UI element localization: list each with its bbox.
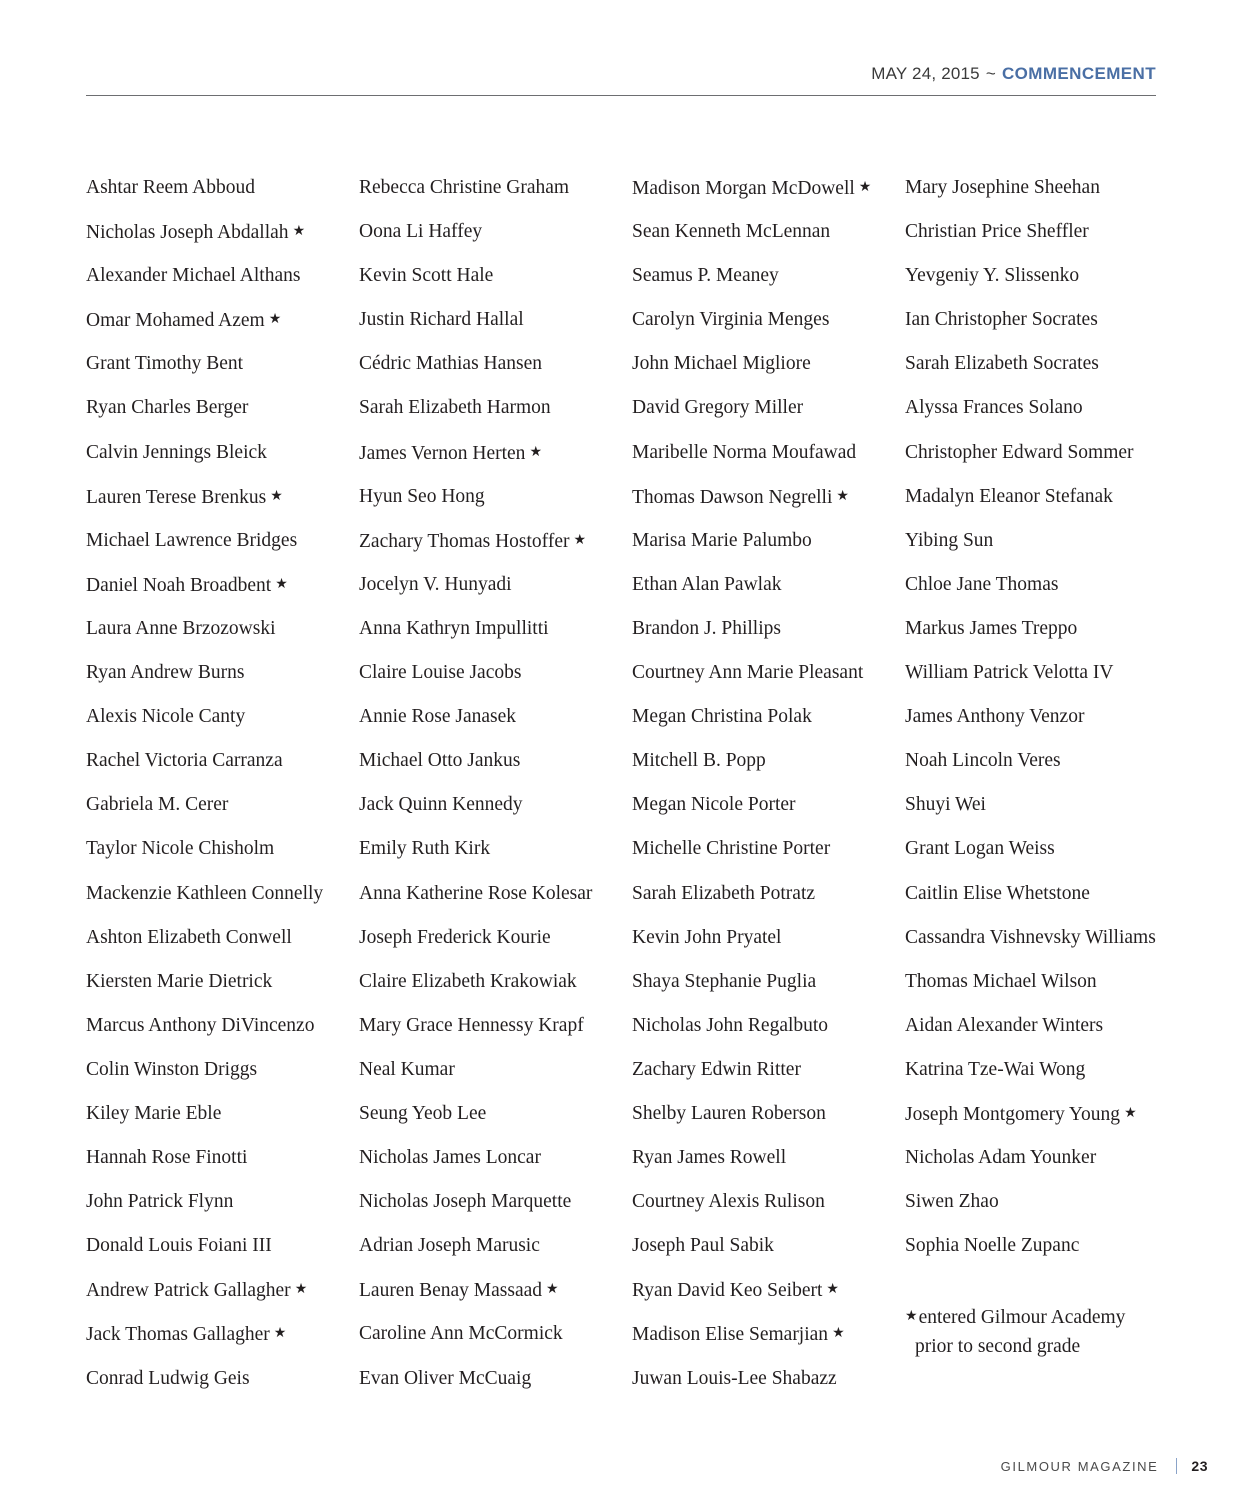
graduate-name-text: Sarah Elizabeth Potratz [632,882,816,904]
graduate-name [359,880,632,924]
graduate-name [359,483,632,527]
graduate-name-text: Lauren Benay Massaad [359,1280,543,1302]
graduate-name-text: Mary Grace Hennessy Krapf [359,1014,584,1036]
graduate-name [86,880,359,924]
graduate-name-text: James Anthony Venzor [905,706,1085,728]
graduate-name-text: John Patrick Flynn [86,1191,234,1213]
graduate-name-text: Laura Anne Brzozowski [86,617,276,639]
graduate-name-text: Megan Nicole Porter [632,794,796,816]
graduate-name [359,791,632,835]
graduate-name-text: Claire Louise Jacobs [359,662,522,684]
graduate-name [632,1365,905,1409]
graduate-name-text: Sarah Elizabeth Harmon [359,397,551,419]
graduate-name [86,968,359,1012]
graduate-name [86,1056,359,1100]
graduate-name [359,1056,632,1100]
graduate-name [86,571,359,615]
graduate-name-text: Hannah Rose Finotti [86,1147,248,1169]
graduate-name [86,1100,359,1144]
graduate-name-text: David Gregory Miller [632,397,804,419]
graduate-name [86,791,359,835]
graduate-name-text: Madalyn Eleanor Stefanak [905,485,1113,507]
graduate-name [632,1188,905,1232]
graduate-name [632,835,905,879]
graduate-name-text: Michael Otto Jankus [359,750,521,772]
graduate-name [359,527,632,571]
graduate-name-text: Michelle Christine Porter [632,838,831,860]
graduate-name [86,1232,359,1276]
graduate-name [86,703,359,747]
graduate-name [905,218,1178,262]
graduate-name-text: Juwan Louis-Lee Shabazz [632,1367,837,1389]
graduate-name [632,1276,905,1320]
graduate-name [905,1056,1178,1100]
graduate-name-text: Noah Lincoln Veres [905,750,1061,772]
graduate-name-text: Ryan Charles Berger [86,397,249,419]
graduate-name-text: John Michael Migliore [632,353,811,375]
header-separator: ~ [985,64,996,83]
graduate-name-text: Maribelle Norma Moufawad [632,441,857,463]
graduate-name [86,835,359,879]
star-icon: ★ [292,224,306,240]
graduate-name-text: Kevin Scott Hale [359,265,494,287]
graduate-name-text: Anna Katherine Rose Kolesar [359,882,593,904]
name-column [905,174,1178,1409]
graduate-name-text: Brandon J. Phillips [632,617,781,639]
graduate-name-text: Rebecca Christine Graham [359,177,570,198]
graduate-name-columns [86,174,1178,1409]
graduate-name [359,1100,632,1144]
graduate-name [86,924,359,968]
graduate-name [359,615,632,659]
star-icon: ★ [273,1326,287,1342]
graduate-name [86,439,359,483]
graduate-name-text: Hyun Seo Hong [359,485,485,507]
star-icon: ★ [836,488,849,504]
graduate-name [905,1144,1178,1188]
graduate-name [359,306,632,350]
graduate-name [359,1232,632,1276]
star-icon: ★ [573,532,587,548]
graduate-name-text: Rachel Victoria Carranza [86,750,283,772]
star-icon: ★ [294,1282,308,1298]
graduate-name-text: Jack Quinn Kennedy [359,794,523,816]
graduate-name [359,439,632,483]
graduate-name-text: Grant Logan Weiss [905,838,1055,860]
graduate-name-text: Nicholas John Regalbuto [632,1014,829,1036]
graduate-name-text: Carolyn Virginia Menges [632,309,830,331]
graduate-name-text: Chloe Jane Thomas [905,573,1059,595]
graduate-name-text: Jack Thomas Gallagher [86,1324,270,1346]
graduate-name-text: Lauren Terese Brenkus [86,486,267,508]
graduate-name-text: Markus James Treppo [905,617,1078,639]
graduate-name [86,350,359,394]
graduate-name-text: Marcus Anthony DiVincenzo [86,1014,315,1036]
graduate-name [86,218,359,262]
graduate-name-text: Sophia Noelle Zupanc [905,1235,1080,1257]
graduate-name-text: Taylor Nicole Chisholm [86,838,275,860]
star-icon: ★ [826,1282,839,1298]
graduate-name [632,1100,905,1144]
graduate-name [86,306,359,350]
graduate-name [905,394,1178,438]
graduate-name [359,350,632,394]
graduate-name-text: Annie Rose Janasek [359,706,517,728]
graduate-name-text: Shaya Stephanie Puglia [632,970,817,992]
graduate-name-text: Alyssa Frances Solano [905,397,1083,419]
graduate-name [905,791,1178,835]
graduate-name [632,218,905,262]
graduate-name-text: Megan Christina Polak [632,706,812,728]
graduate-name [86,615,359,659]
graduate-name [632,483,905,527]
graduate-name [359,659,632,703]
star-icon: ★ [1124,1105,1137,1121]
graduate-name-text: Oona Li Haffey [359,221,483,243]
graduate-name-text: Seamus P. Meaney [632,265,779,287]
graduate-name [632,615,905,659]
graduate-name [905,262,1178,306]
graduate-name [359,1188,632,1232]
graduate-name-text: Madison Morgan McDowell [632,178,855,199]
graduate-name [905,703,1178,747]
page-footer [1001,1458,1208,1474]
graduate-name [632,174,905,218]
graduate-name [632,968,905,1012]
graduate-name-text: Sean Kenneth McLennan [632,221,831,243]
footnote-line2: prior to second grade [915,1336,1081,1358]
header-date: MAY 24, 2015 [871,64,980,83]
footnote [905,1302,1178,1361]
graduate-name-text: Siwen Zhao [905,1191,999,1213]
name-column [86,174,359,1409]
name-column [359,174,632,1409]
graduate-name [359,703,632,747]
star-icon: ★ [832,1326,845,1342]
star-icon: ★ [275,576,288,592]
graduate-name-text: Calvin Jennings Bleick [86,441,267,463]
graduate-name [905,1100,1178,1144]
graduate-name-text: Thomas Dawson Negrelli [632,486,833,508]
graduate-name [632,527,905,571]
graduate-name-text: Yibing Sun [905,529,994,551]
graduate-name [905,924,1178,968]
star-icon: ★ [529,444,542,460]
graduate-name-text: Omar Mohamed Azem [86,310,265,332]
graduate-name-text: Ryan David Keo Seibert [632,1280,823,1302]
graduate-name [86,527,359,571]
graduate-name [86,174,359,218]
graduate-name [905,880,1178,924]
graduate-name-text: Katrina Tze-Wai Wong [905,1058,1086,1080]
graduate-name-text: Justin Richard Hallal [359,309,524,331]
star-icon: ★ [905,1309,918,1325]
graduate-name-text: Caitlin Elise Whetstone [905,882,1090,904]
graduate-name [905,615,1178,659]
graduate-name [632,394,905,438]
graduate-name [632,1012,905,1056]
graduate-name [86,262,359,306]
graduate-name-text: Aidan Alexander Winters [905,1014,1104,1036]
graduate-name [905,1012,1178,1056]
graduate-name-text: Nicholas James Loncar [359,1147,541,1169]
header-rule [86,95,1156,96]
graduate-name [632,1232,905,1276]
graduate-name-text: Zachary Edwin Ritter [632,1058,801,1080]
graduate-name-text: Gabriela M. Cerer [86,794,229,816]
graduate-name [632,306,905,350]
graduate-name-text: Caroline Ann McCormick [359,1323,563,1345]
graduate-name-text: Ethan Alan Pawlak [632,573,782,595]
graduate-name-text: Shelby Lauren Roberson [632,1102,826,1124]
graduate-name [905,483,1178,527]
header-section-title: COMMENCEMENT [1001,64,1156,83]
graduate-name-text: Courtney Alexis Rulison [632,1191,825,1213]
graduate-name-text: Emily Ruth Kirk [359,838,491,860]
graduate-name [359,1365,632,1409]
graduate-name [632,1320,905,1364]
graduate-name-text: Kiley Marie Eble [86,1102,222,1124]
graduate-name [632,880,905,924]
graduate-name [359,571,632,615]
footer-publication: GILMOUR MAGAZINE [1000,1458,1159,1474]
graduate-name [905,527,1178,571]
star-icon: ★ [546,1282,559,1298]
graduate-name [359,747,632,791]
graduate-name-text: Nicholas Joseph Abdallah [86,222,289,244]
graduate-name-text: Christian Price Sheffler [905,221,1089,243]
graduate-name-text: Donald Louis Foiani III [86,1235,272,1257]
graduate-name [905,439,1178,483]
graduate-name [359,218,632,262]
graduate-name [632,350,905,394]
page-header [871,64,1156,84]
graduate-name-text: Ryan Andrew Burns [86,662,245,684]
graduate-name [632,1056,905,1100]
graduate-name [359,1144,632,1188]
graduate-name [86,1144,359,1188]
graduate-name-text: Shuyi Wei [905,794,986,816]
graduate-name-text: Alexis Nicole Canty [86,706,246,728]
graduate-name [86,747,359,791]
graduate-name-text: Cédric Mathias Hansen [359,353,543,375]
graduate-name [86,483,359,527]
graduate-name [632,1144,905,1188]
graduate-name-text: Andrew Patrick Gallagher [86,1280,291,1302]
graduate-name [359,1276,632,1320]
graduate-name-text: Sarah Elizabeth Socrates [905,353,1099,375]
graduate-name-text: William Patrick Velotta IV [905,662,1114,684]
graduate-name-text: Ashtar Reem Abboud [86,177,255,198]
graduate-name [86,394,359,438]
graduate-name [632,747,905,791]
graduate-name-text: Colin Winston Driggs [86,1058,258,1080]
graduate-name [86,1365,359,1409]
footnote-line1: entered Gilmour Academy [918,1307,1126,1329]
graduate-name [905,571,1178,615]
graduate-name [359,1320,632,1364]
graduate-name-text: Mackenzie Kathleen Connelly [86,882,324,904]
graduate-name [359,924,632,968]
graduate-name [632,703,905,747]
graduate-name-text: James Vernon Herten [359,442,526,464]
graduate-name [905,747,1178,791]
graduate-name [359,1012,632,1056]
graduate-name-text: Joseph Frederick Kourie [359,926,551,948]
graduate-name-text: Ashton Elizabeth Conwell [86,926,292,948]
graduate-name [86,659,359,703]
star-icon: ★ [270,488,283,504]
graduate-name [359,262,632,306]
graduate-name-text: Daniel Noah Broadbent [86,574,272,596]
graduate-name-text: Nicholas Adam Younker [905,1147,1097,1169]
graduate-name [632,791,905,835]
star-icon: ★ [858,180,872,195]
graduate-name-text: Christopher Edward Sommer [905,441,1134,463]
graduate-name [632,571,905,615]
graduate-name-text: Grant Timothy Bent [86,353,244,375]
graduate-name [632,262,905,306]
graduate-name [86,1276,359,1320]
graduate-name-text: Yevgeniy Y. Slissenko [905,265,1080,287]
graduate-name-text: Ian Christopher Socrates [905,309,1098,331]
graduate-name-text: Anna Kathryn Impullitti [359,617,549,639]
graduate-name-text: Thomas Michael Wilson [905,970,1097,992]
graduate-name [905,174,1178,218]
graduate-name-text: Claire Elizabeth Krakowiak [359,970,577,992]
graduate-name [359,174,632,218]
graduate-name-text: Zachary Thomas Hostoffer [359,530,570,552]
graduate-name-text: Kiersten Marie Dietrick [86,970,273,992]
graduate-name [905,1232,1178,1276]
graduate-name [905,968,1178,1012]
graduate-name-text: Seung Yeob Lee [359,1102,487,1124]
graduate-name-text: Kevin John Pryatel [632,926,782,948]
graduate-name-text: Michael Lawrence Bridges [86,529,298,551]
footer-divider [1176,1458,1177,1474]
graduate-name-text: Evan Oliver McCuaig [359,1367,532,1389]
graduate-name-text: Courtney Ann Marie Pleasant [632,662,864,684]
graduate-name-text: Ryan James Rowell [632,1147,787,1169]
star-icon: ★ [268,312,282,328]
graduate-name [86,1188,359,1232]
graduate-name [86,1012,359,1056]
graduate-name [86,1320,359,1364]
graduate-name-text: Neal Kumar [359,1058,455,1080]
graduate-name-text: Cassandra Vishnevsky Williams [905,926,1156,948]
graduate-name [905,350,1178,394]
graduate-name-text: Mary Josephine Sheehan [905,177,1100,198]
graduate-name [632,924,905,968]
graduate-name-text: Conrad Ludwig Geis [86,1367,250,1389]
graduate-name-text: Joseph Montgomery Young [905,1103,1121,1125]
graduate-name [632,439,905,483]
graduate-name [905,306,1178,350]
graduate-name-text: Marisa Marie Palumbo [632,529,812,551]
graduate-name [905,659,1178,703]
graduate-name [905,1188,1178,1232]
graduate-name-text: Nicholas Joseph Marquette [359,1191,572,1213]
graduate-name-text: Joseph Paul Sabik [632,1235,774,1257]
graduate-name [359,394,632,438]
graduate-name [632,659,905,703]
graduate-name-text: Jocelyn V. Hunyadi [359,573,512,595]
name-column [632,174,905,1409]
graduate-name [359,968,632,1012]
graduate-name-text: Alexander Michael Althans [86,265,301,287]
graduate-name [905,835,1178,879]
page-number: 23 [1191,1458,1208,1474]
graduate-name [359,835,632,879]
graduate-name-text: Madison Elise Semarjian [632,1324,829,1346]
graduate-name-text: Adrian Joseph Marusic [359,1235,540,1257]
graduate-name-text: Mitchell B. Popp [632,750,766,772]
